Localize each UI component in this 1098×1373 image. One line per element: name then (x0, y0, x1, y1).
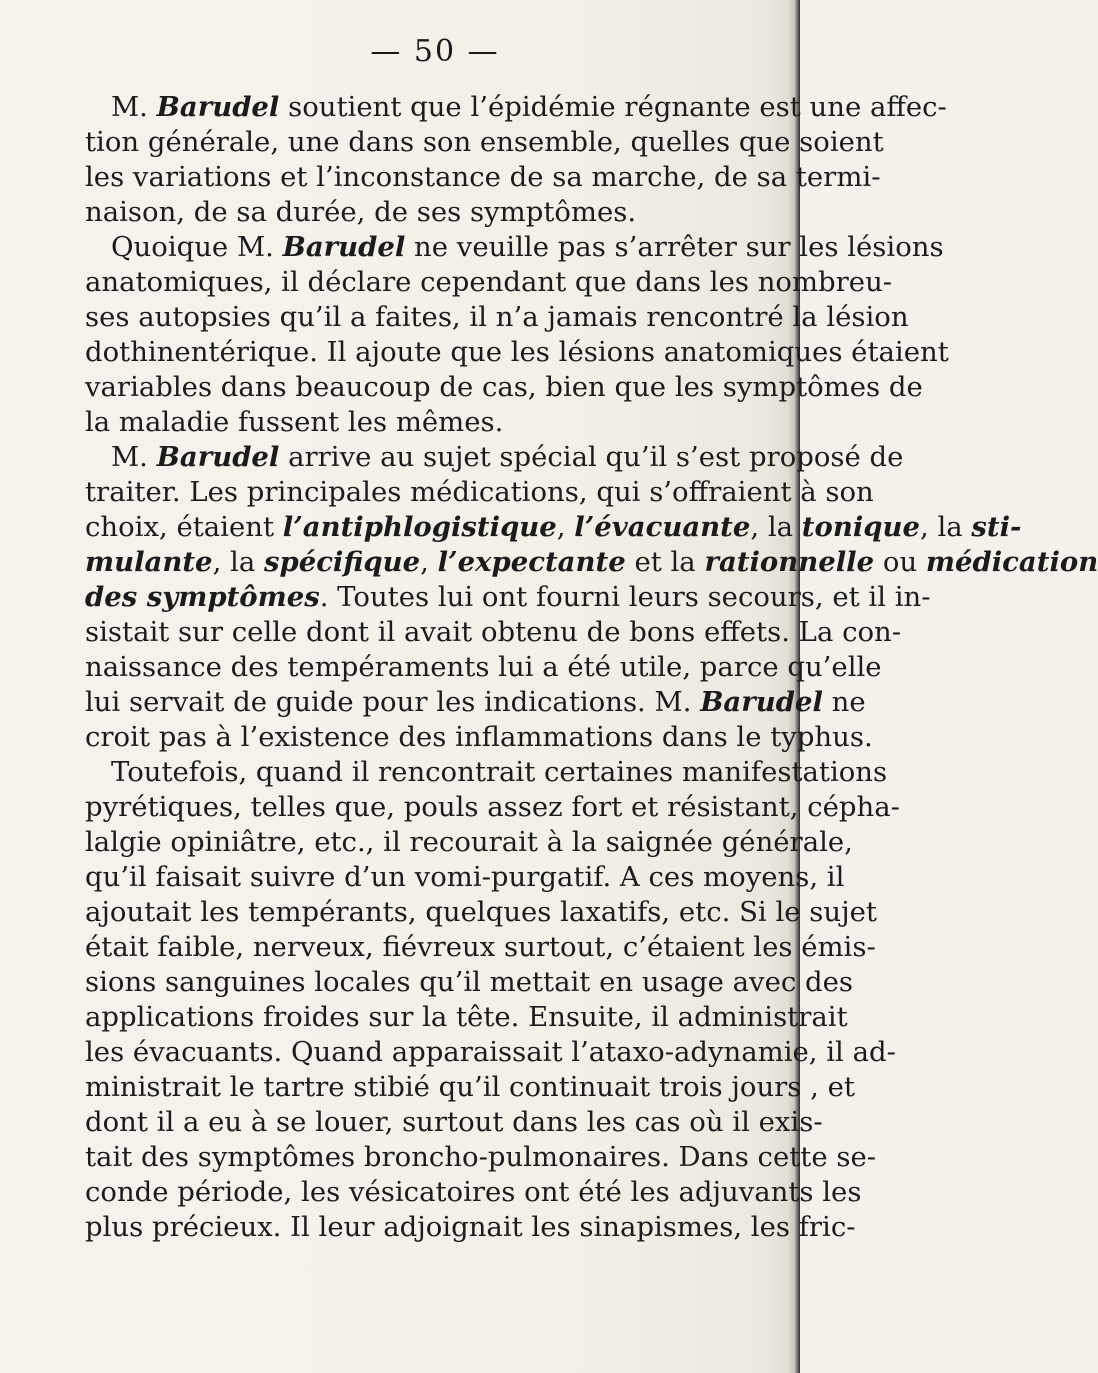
text-line (85, 195, 775, 230)
text-segment: tait des symptômes broncho-pulmonaires. Dans cette se- (85, 1141, 877, 1173)
text-segment: était faible, nerveux, fiévreux surtout, c’étaient les émis- (85, 931, 876, 963)
text-segment: arrive au sujet spécial qu’il s’est proposé de (279, 441, 904, 473)
text-segment: croit pas à l’existence des inflammations dans le typhus. (85, 721, 873, 753)
text-line (85, 895, 877, 930)
italic-segment: l’évacuante (574, 511, 751, 543)
text-segment: sistait sur celle dont il avait obtenu de bons effets. La con- (85, 616, 902, 648)
text-segment: naison, de sa durée, de ses symptômes. (85, 196, 637, 228)
text-line (85, 90, 947, 125)
text-line (85, 265, 893, 300)
text-segment: M. (111, 441, 157, 473)
text-line (85, 965, 853, 1000)
italic-segment: rationnelle (704, 546, 875, 578)
text-segment: naissance des tempéraments lui a été utile, parce qu’elle (85, 651, 882, 683)
text-segment: , la (750, 511, 802, 543)
text-line (85, 650, 882, 685)
text-line (85, 300, 909, 335)
text-line (85, 125, 884, 160)
italic-segment: sti- (971, 511, 1022, 543)
text-segment: , (420, 546, 438, 578)
text-line (85, 405, 775, 440)
text-segment: , la (212, 546, 264, 578)
text-segment: traiter. Les principales médications, qui s’offraient à son (85, 476, 874, 508)
text-line (85, 1140, 877, 1175)
text-segment: ajoutait les tempérants, quelques laxatifs, etc. Si le sujet (85, 896, 877, 928)
text-segment: sions sanguines locales qu’il mettait en usage avec des (85, 966, 853, 998)
text-line (85, 1175, 862, 1210)
text-line (85, 580, 931, 615)
text-line (85, 230, 944, 265)
text-segment: variables dans beaucoup de cas, bien que les symptômes de (85, 371, 923, 403)
text-segment: Quoique M. (111, 231, 283, 263)
page-number: — 50 — (370, 34, 500, 69)
text-line (85, 720, 873, 755)
text-segment: qu’il faisait suivre d’un vomi-purgatif. A ces moyens, il (85, 861, 845, 893)
text-segment: . Toutes lui ont fourni leurs secours, et il in- (319, 581, 931, 613)
body-text (85, 90, 1098, 1245)
text-segment: choix, étaient (85, 511, 283, 543)
text-line (85, 1210, 856, 1245)
text-line (85, 790, 900, 825)
text-line (85, 1070, 855, 1105)
text-line (85, 1000, 848, 1035)
text-line (85, 825, 853, 860)
italic-segment: mulante (85, 546, 213, 578)
text-segment: anatomiques, il déclare cependant que dans les nombreu- (85, 266, 893, 298)
italic-segment: tonique (801, 511, 920, 543)
text-line (85, 545, 1098, 580)
text-line (85, 685, 866, 720)
text-segment: ministrait le tartre stibié qu’il continuait trois jours , et (85, 1071, 855, 1103)
text-line (85, 860, 845, 895)
text-segment: plus précieux. Il leur adjoignait les sinapismes, les fric- (85, 1211, 856, 1243)
text-segment: et la (625, 546, 705, 578)
text-segment: ses autopsies qu’il a faites, il n’a jamais rencontré la lésion (85, 301, 909, 333)
text-line (85, 1035, 896, 1070)
text-segment: Toutefois, quand il rencontrait certaines manifestations (111, 756, 888, 788)
text-segment: les évacuants. Quand apparaissait l’ataxo-adynamie, il ad- (85, 1036, 896, 1068)
text-segment: la maladie fussent les mêmes. (85, 406, 504, 438)
text-line (85, 370, 923, 405)
text-segment: conde période, les vésicatoires ont été les adjuvants les (85, 1176, 862, 1208)
text-line (85, 160, 881, 195)
italic-segment: médication (925, 546, 1098, 578)
text-segment: tion générale, une dans son ensemble, quelles que soient (85, 126, 884, 158)
text-segment: lalgie opiniâtre, etc., il recourait à la saignée générale, (85, 826, 853, 858)
italic-segment: Barudel (282, 231, 406, 263)
italic-segment: spécifique (263, 546, 421, 578)
text-line (85, 755, 888, 790)
text-line (85, 335, 949, 370)
text-line (85, 615, 902, 650)
text-segment: , (556, 511, 575, 543)
text-segment: les variations et l’inconstance de sa marche, de sa termi- (85, 161, 881, 193)
text-segment: applications froides sur la tête. Ensuite, il administrait (85, 1001, 848, 1033)
text-segment: ne (822, 686, 866, 718)
italic-segment: des symptômes (85, 581, 320, 613)
italic-segment: Barudel (156, 91, 280, 123)
text-line (85, 510, 1022, 545)
text-segment: soutient que l’épidémie régnante est une affec- (279, 91, 947, 123)
text-line (85, 1105, 823, 1140)
text-segment: lui servait de guide pour les indications. M. (85, 686, 701, 718)
italic-segment: l’antiphlogistique (282, 511, 557, 543)
text-line (85, 930, 876, 965)
text-segment: dothinentérique. Il ajoute que les lésions anatomiques étaient (85, 336, 949, 368)
text-line (85, 475, 874, 510)
text-segment: pyrétiques, telles que, pouls assez fort et résistant, cépha- (85, 791, 900, 823)
text-segment: , la (920, 511, 972, 543)
text-segment: dont il a eu à se louer, surtout dans les cas où il exis- (85, 1106, 823, 1138)
text-segment: M. (111, 91, 157, 123)
italic-segment: Barudel (156, 441, 280, 473)
italic-segment: Barudel (700, 686, 823, 718)
italic-segment: l’expectante (437, 546, 626, 578)
text-line (85, 440, 904, 475)
text-segment: ou (874, 546, 926, 578)
text-segment: ne veuille pas s’arrêter sur les lésions (405, 231, 944, 263)
